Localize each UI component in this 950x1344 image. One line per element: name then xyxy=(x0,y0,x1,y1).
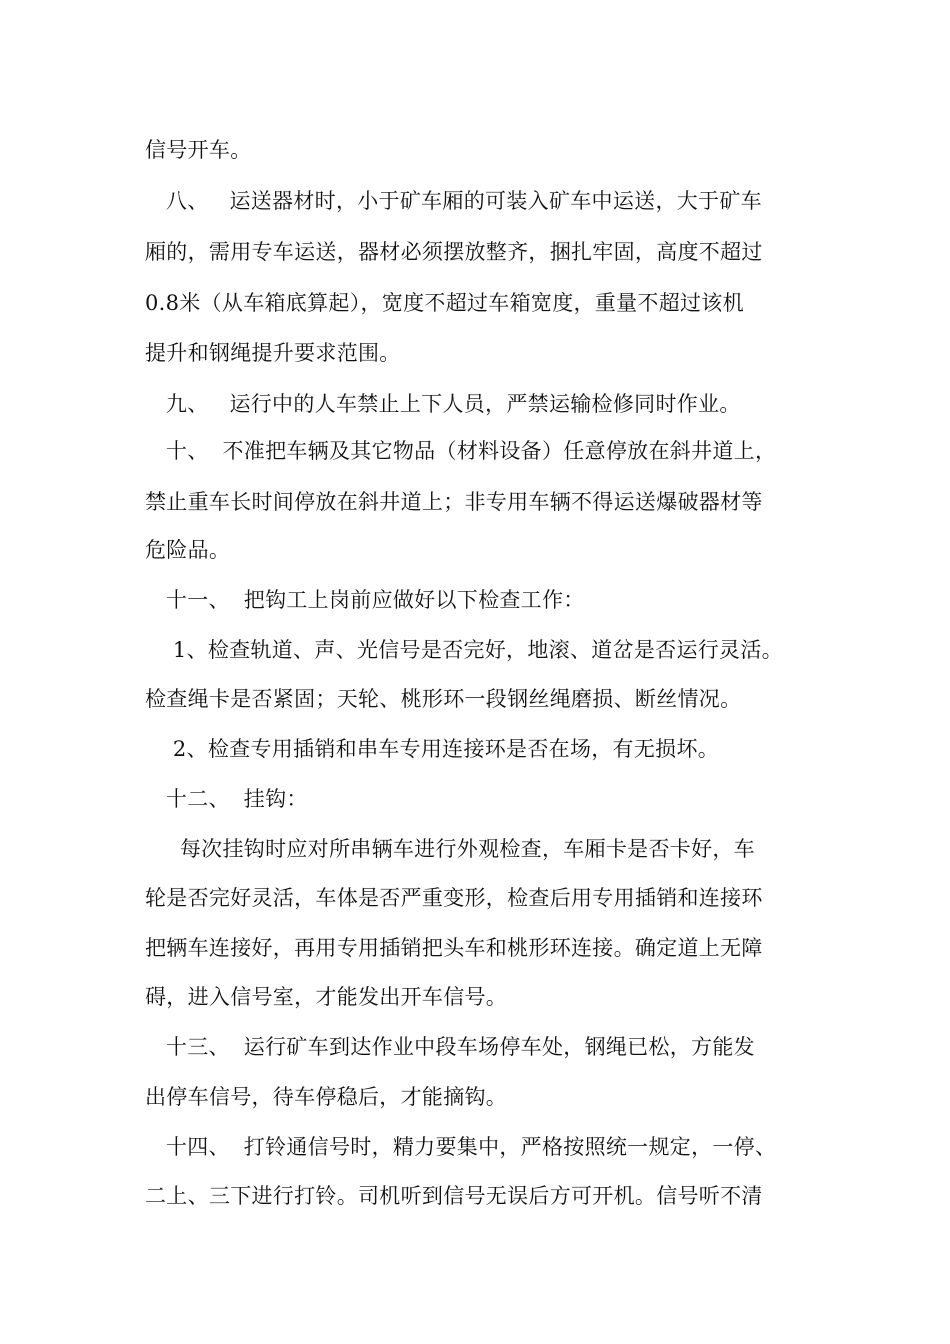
text-line: 十二、 挂钩： xyxy=(145,787,308,811)
text-line: 信号开车。 xyxy=(145,138,252,162)
text-line: 十三、 运行矿车到达作业中段车场停车处，钢绳已松，方能发 xyxy=(145,1035,755,1059)
text-line: 八、 运送器材时，小于矿车厢的可装入矿车中运送，大于矿车 xyxy=(145,189,762,213)
text-line: 检查绳卡是否紧固；天轮、桃形环一段钢丝绳磨损、断丝情况。 xyxy=(145,687,742,711)
text-line: 二上、三下进行打铃。司机听到信号无误后方可开机。信号听不清 xyxy=(145,1184,763,1208)
text-line: 1、检查轨道、声、光信号是否完好，地滚、道岔是否运行灵活。 xyxy=(145,638,783,662)
text-line: 碍，进入信号室，才能发出开车信号。 xyxy=(145,985,508,1009)
text-line: 九、 运行中的人车禁止上下人员，严禁运输检修同时作业。 xyxy=(145,392,741,416)
text-line: 十四、 打铃通信号时，精力要集中，严格按照统一规定，一停、 xyxy=(145,1135,777,1159)
text-line: 十一、 把钩工上岗前应做好以下检查工作： xyxy=(145,588,585,612)
text-line: 轮是否完好灵活，车体是否严重变形，检查后用专用插销和连接环 xyxy=(145,886,763,910)
text-line: 每次挂钩时应对所串辆车进行外观检查，车厢卡是否卡好，车 xyxy=(145,837,755,861)
text-line: 十、 不准把车辆及其它物品（材料设备）任意停放在斜井道上， xyxy=(145,439,777,463)
text-line: 提升和钢绳提升要求范围。 xyxy=(145,341,401,365)
text-line: 危险品。 xyxy=(145,538,231,562)
text-line: 禁止重车长时间停放在斜井道上；非专用车辆不得运送爆破器材等 xyxy=(145,490,763,514)
text-line: 0.8米（从车箱底算起），宽度不超过车箱宽度，重量不超过该机 xyxy=(145,291,744,315)
text-line: 把辆车连接好，再用专用插销把头车和桃形环连接。确定道上无障 xyxy=(145,936,763,960)
text-line: 厢的，需用专车运送，器材必须摆放整齐，捆扎牢固，高度不超过 xyxy=(145,240,763,264)
text-line: 2、检查专用插销和串车专用连接环是否在场，有无损坏。 xyxy=(145,737,720,761)
text-line: 出停车信号，待车停稳后，才能摘钩。 xyxy=(145,1085,508,1109)
